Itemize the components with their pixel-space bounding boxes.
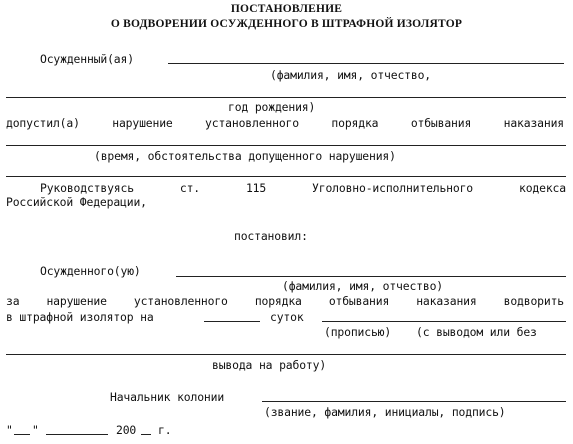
violation-details-field-continued[interactable] bbox=[6, 176, 566, 177]
convict-label: Осужденный(ая) bbox=[40, 52, 134, 66]
sentence-word: наказания bbox=[416, 294, 477, 308]
document-subtitle: О ВОДВОРЕНИИ ОСУЖДЕННОГО В ШТРАФНОЙ ИЗОЛЯТОР bbox=[110, 18, 463, 30]
convict-accusative-name-field[interactable] bbox=[176, 276, 566, 277]
with-release-hint: (с выводом или без bbox=[416, 325, 537, 339]
date-day-field[interactable] bbox=[14, 434, 30, 435]
convict-name-field-continued[interactable] bbox=[6, 97, 566, 98]
chief-signature-field[interactable] bbox=[262, 401, 566, 402]
name-hint: (фамилия, имя, отчество, bbox=[270, 68, 431, 82]
chief-label: Начальник колонии bbox=[110, 390, 225, 404]
name-hint-short: (фамилия, имя, отчество) bbox=[282, 279, 443, 293]
legal-basis-word: 115 bbox=[245, 181, 267, 195]
violation-word: наказания bbox=[503, 116, 564, 130]
legal-basis-word: Руководствуясь bbox=[40, 181, 134, 195]
violation-word: установленного bbox=[205, 116, 299, 130]
work-release-field[interactable] bbox=[6, 354, 566, 355]
violation-details-field[interactable] bbox=[6, 145, 566, 146]
sentence-word: за bbox=[6, 294, 20, 308]
legal-basis-word: кодекса bbox=[518, 181, 566, 195]
violation-word: отбывания bbox=[410, 116, 472, 130]
date-year-prefix: 200 bbox=[116, 423, 137, 437]
violation-word: нарушение bbox=[112, 116, 173, 130]
legal-basis-word: Уголовно-исполнительного bbox=[312, 181, 474, 195]
date-year-suffix: г. bbox=[158, 423, 172, 437]
sentence-word: установленного bbox=[133, 294, 228, 308]
in-words-hint: (прописью) bbox=[324, 325, 392, 339]
days-word: суток bbox=[270, 310, 304, 324]
date-month-field[interactable] bbox=[46, 434, 108, 435]
sentence-word: нарушение bbox=[46, 294, 107, 308]
violation-time-hint: (время, обстоятельства допущенного нарушения) bbox=[94, 149, 396, 163]
sentence-text-row bbox=[6, 294, 564, 308]
sentence-word: порядка bbox=[254, 294, 302, 308]
days-count-field[interactable] bbox=[204, 321, 260, 322]
legal-basis-row bbox=[40, 181, 566, 195]
resolved-heading: постановил: bbox=[234, 229, 308, 243]
sentence-word: отбывания bbox=[328, 294, 390, 308]
document-title: ПОСТАНОВЛЕНИЕ bbox=[230, 3, 343, 15]
date-year-field[interactable] bbox=[141, 434, 151, 435]
legal-basis-word: ст. bbox=[179, 181, 200, 195]
birth-year-hint: год рождения) bbox=[228, 100, 316, 114]
chief-hint: (звание, фамилия, инициалы, подпись) bbox=[264, 405, 506, 419]
violation-word: допустил(а) bbox=[6, 116, 80, 130]
work-release-hint-end: вывода на работу) bbox=[212, 358, 327, 372]
violation-text-row bbox=[6, 116, 564, 130]
convict-accusative-label: Осужденного(ую) bbox=[40, 264, 141, 278]
convict-name-field[interactable] bbox=[168, 63, 564, 64]
violation-word: порядка bbox=[331, 116, 379, 130]
days-in-words-field[interactable] bbox=[322, 321, 566, 322]
date-open-quote: " bbox=[6, 423, 13, 437]
legal-basis-line2: Российской Федерации, bbox=[6, 195, 147, 209]
isolator-text: в штрафной изолятор на bbox=[6, 310, 154, 324]
sentence-word: водворить bbox=[503, 294, 564, 308]
date-close-quote: " bbox=[32, 423, 39, 437]
